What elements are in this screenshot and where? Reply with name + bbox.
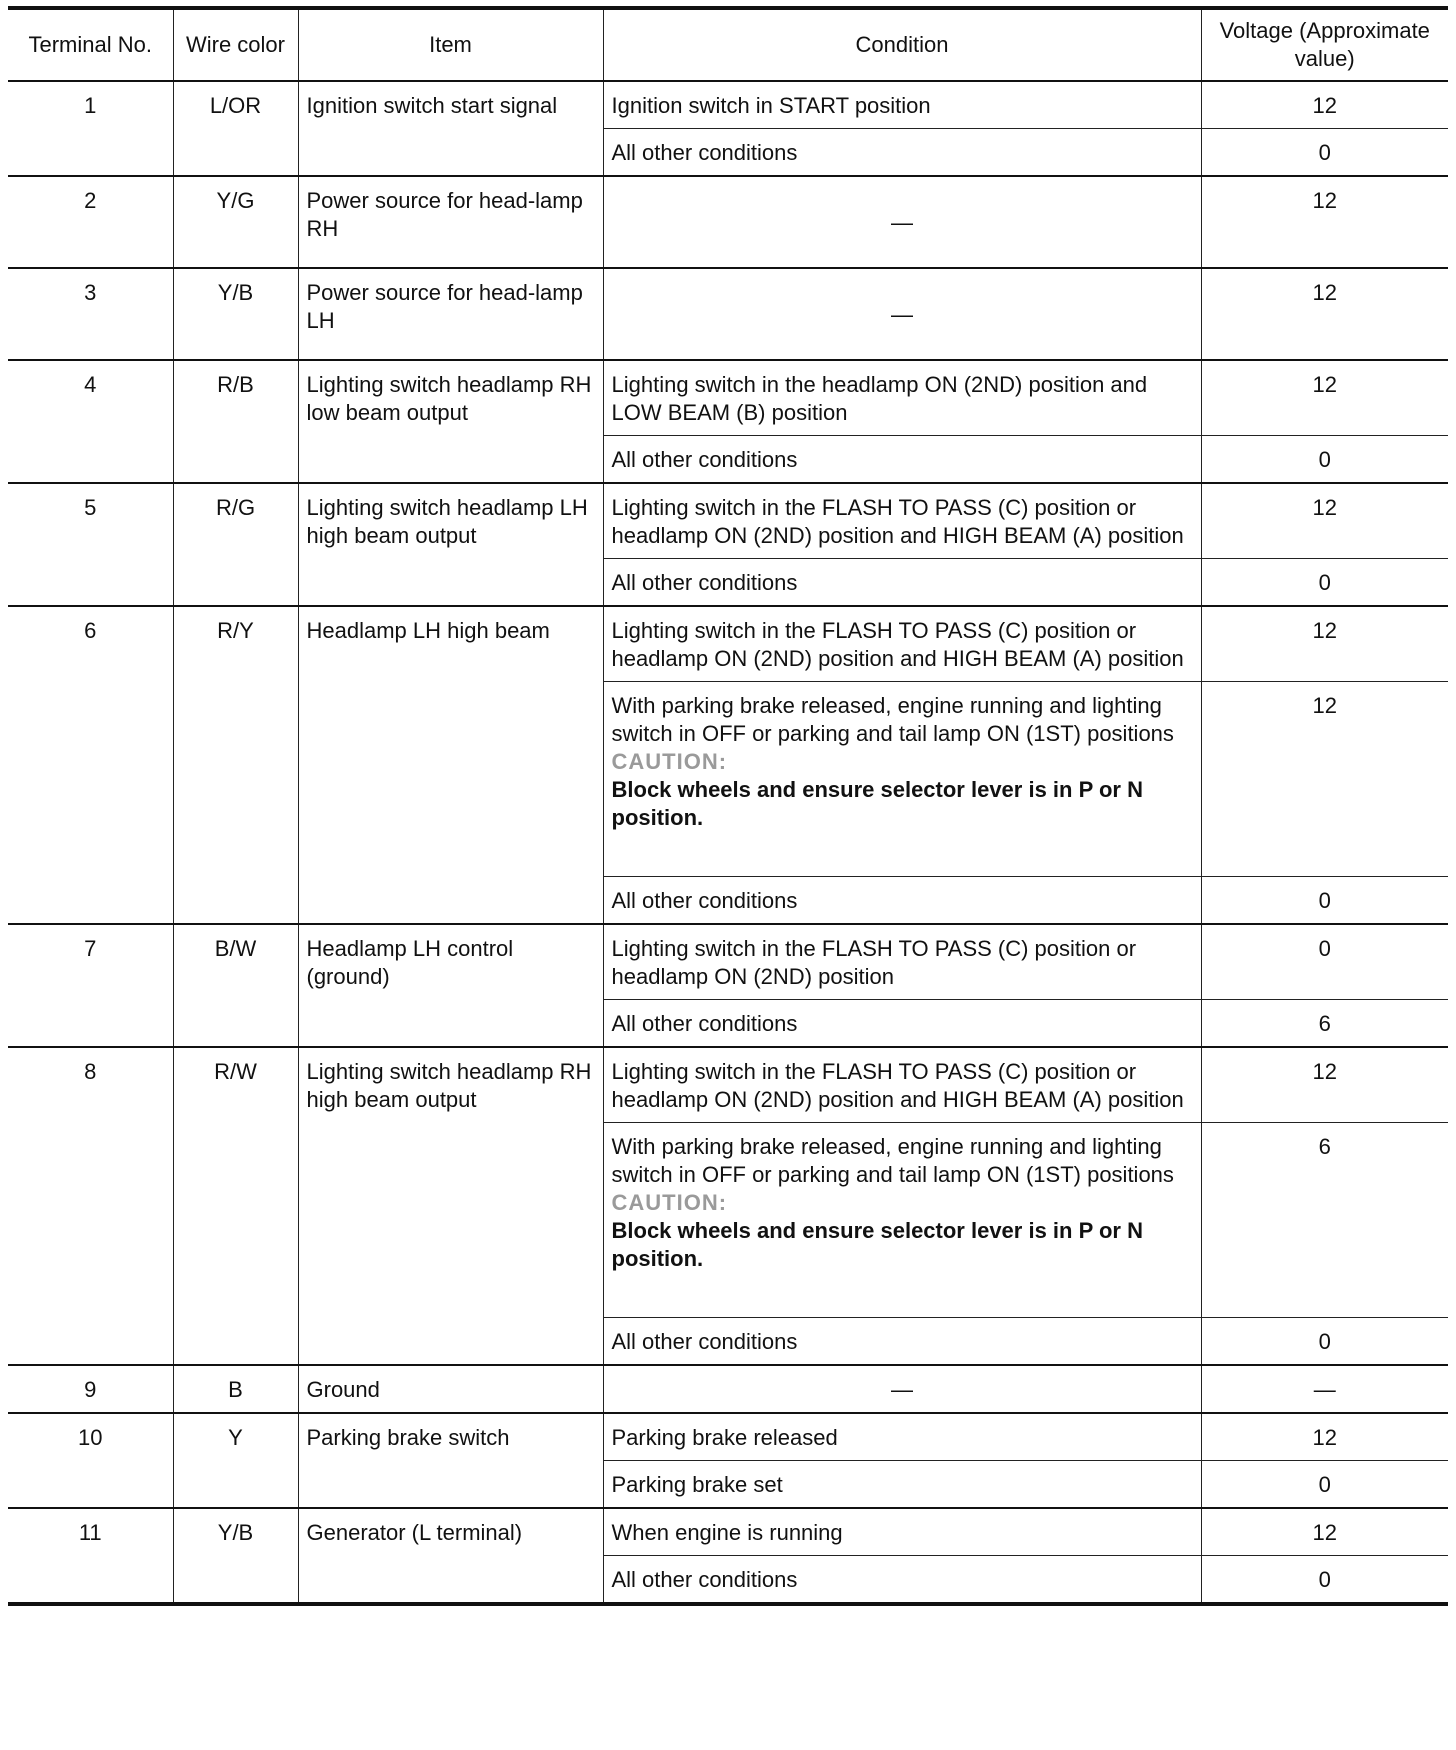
voltage: 12 [1201,268,1448,360]
terminal-voltage-table [8,6,1448,1606]
condition: Lighting switch in the FLASH TO PASS (C) position or headlamp ON (2ND) position and HIGH BEAM (A) position [603,483,1201,559]
wire-color: Y/G [173,176,298,268]
terminal-no: 10 [8,1413,173,1508]
item: Lighting switch headlamp RH low beam output [298,360,603,483]
table-row [8,1508,1448,1556]
condition: — [603,176,1201,268]
voltage: 12 [1201,81,1448,129]
table-row [8,81,1448,129]
header-wire-color: Wire color [173,8,298,81]
terminal-no: 8 [8,1047,173,1365]
terminal-no: 11 [8,1508,173,1604]
wire-color: R/Y [173,606,298,924]
header-terminal: Terminal No. [8,8,173,81]
condition-text: With parking brake released, engine running and lighting switch in OFF or parking and tail lamp ON (1ST) positions [611,1134,1174,1187]
item: Headlamp LH control (ground) [298,924,603,1047]
voltage: 0 [1201,436,1448,484]
item: Parking brake switch [298,1413,603,1508]
voltage: 12 [1201,483,1448,559]
voltage: 0 [1201,924,1448,1000]
caution-label: CAUTION: [611,1190,728,1215]
condition: When engine is running [603,1508,1201,1556]
terminal-no: 6 [8,606,173,924]
item: Power source for head-lamp RH [298,176,603,268]
terminal-no: 5 [8,483,173,606]
voltage: 6 [1201,1000,1448,1048]
wire-color: B/W [173,924,298,1047]
item: Ignition switch start signal [298,81,603,176]
header-item: Item [298,8,603,81]
condition: All other conditions [603,1318,1201,1366]
item: Generator (L terminal) [298,1508,603,1604]
terminal-no: 3 [8,268,173,360]
voltage: 6 [1201,1123,1448,1318]
condition: Lighting switch in the FLASH TO PASS (C) position or headlamp ON (2ND) position and HIGH BEAM (A) position [603,606,1201,682]
condition: Lighting switch in the FLASH TO PASS (C) position or headlamp ON (2ND) position and HIGH BEAM (A) position [603,1047,1201,1123]
item: Lighting switch headlamp RH high beam output [298,1047,603,1365]
voltage: 12 [1201,1413,1448,1461]
table-header-row [8,8,1448,81]
voltage: 0 [1201,559,1448,607]
voltage: 12 [1201,176,1448,268]
voltage: — [1201,1365,1448,1413]
voltage: 12 [1201,682,1448,877]
table-row [8,924,1448,1000]
voltage: 12 [1201,1508,1448,1556]
wire-color: Y/B [173,268,298,360]
voltage: 12 [1201,1047,1448,1123]
voltage: 0 [1201,129,1448,177]
table-row [8,483,1448,559]
table-row [8,176,1448,268]
wire-color: R/B [173,360,298,483]
item: Power source for head-lamp LH [298,268,603,360]
item: Lighting switch headlamp LH high beam output [298,483,603,606]
condition: Lighting switch in the FLASH TO PASS (C) position or headlamp ON (2ND) position [603,924,1201,1000]
wire-color: R/W [173,1047,298,1365]
condition: Parking brake set [603,1461,1201,1509]
condition: All other conditions [603,877,1201,925]
caution-text: Block wheels and ensure selector lever is in P or N position. [611,1218,1143,1271]
voltage: 12 [1201,606,1448,682]
wire-color: Y/B [173,1508,298,1604]
table-row [8,360,1448,436]
wire-color: Y [173,1413,298,1508]
table-row [8,1365,1448,1413]
table-row [8,268,1448,360]
condition: All other conditions [603,436,1201,484]
condition-with-caution [603,1123,1201,1318]
item: Headlamp LH high beam [298,606,603,924]
item: Ground [298,1365,603,1413]
table-row [8,1047,1448,1123]
table-row [8,606,1448,682]
caution-text: Block wheels and ensure selector lever is in P or N position. [611,777,1143,830]
voltage: 0 [1201,1461,1448,1509]
terminal-no: 4 [8,360,173,483]
wire-color: L/OR [173,81,298,176]
header-voltage: Voltage (Approximate value) [1201,8,1448,81]
condition: Parking brake released [603,1413,1201,1461]
terminal-no: 7 [8,924,173,1047]
condition: All other conditions [603,129,1201,177]
condition-text: With parking brake released, engine running and lighting switch in OFF or parking and tail lamp ON (1ST) positions [611,693,1174,746]
condition: All other conditions [603,1556,1201,1605]
wire-color: B [173,1365,298,1413]
condition: — [603,268,1201,360]
terminal-table-container [8,6,1448,1606]
wire-color: R/G [173,483,298,606]
table-row [8,1413,1448,1461]
voltage: 12 [1201,360,1448,436]
voltage: 0 [1201,877,1448,925]
voltage: 0 [1201,1556,1448,1605]
condition: All other conditions [603,1000,1201,1048]
condition: Lighting switch in the headlamp ON (2ND) position and LOW BEAM (B) position [603,360,1201,436]
condition: All other conditions [603,559,1201,607]
header-condition: Condition [603,8,1201,81]
condition: Ignition switch in START position [603,81,1201,129]
terminal-no: 9 [8,1365,173,1413]
condition: — [603,1365,1201,1413]
voltage: 0 [1201,1318,1448,1366]
terminal-no: 1 [8,81,173,176]
terminal-no: 2 [8,176,173,268]
condition-with-caution [603,682,1201,877]
caution-label: CAUTION: [611,749,728,774]
